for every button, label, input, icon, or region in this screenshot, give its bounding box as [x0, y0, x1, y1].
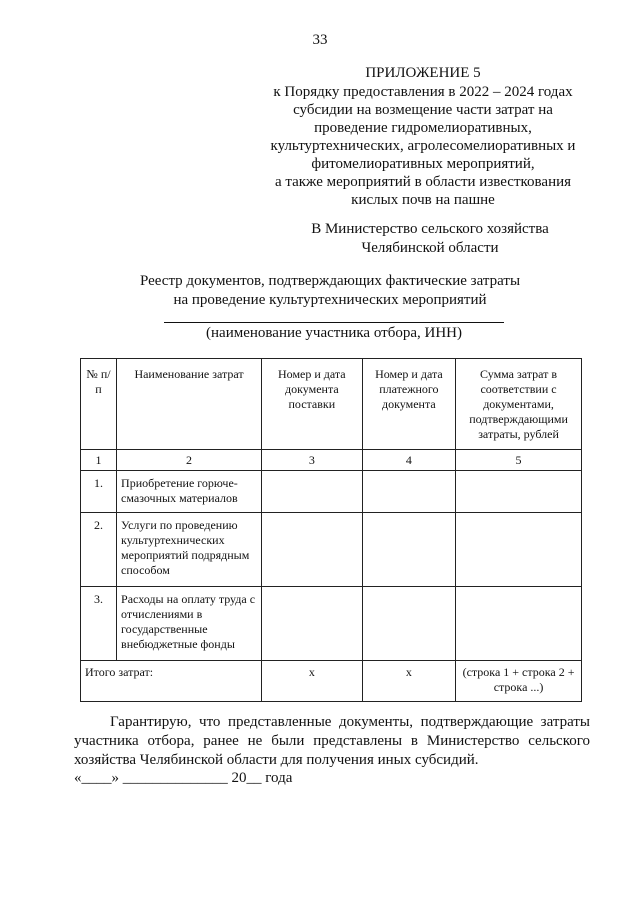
total-row	[81, 661, 582, 702]
header-cell-payment-doc: Номер и дата платежного документа	[362, 359, 455, 450]
appendix-block	[244, 64, 602, 209]
guarantee-paragraph	[74, 713, 590, 770]
title-line: на проведение культуртехнических мероприятий	[173, 292, 487, 308]
appendix-line: субсидии на возмещение части затрат на	[293, 102, 553, 118]
table-row	[81, 513, 582, 587]
row-payment-doc-cell[interactable]	[362, 471, 455, 513]
addressee-block	[270, 220, 590, 258]
total-col5: (строка 1 + строка 2 + строка ...)	[456, 661, 582, 702]
appendix-heading: ПРИЛОЖЕНИЕ 5	[365, 65, 481, 81]
total-col3: х	[262, 661, 363, 702]
total-label: Итого затрат:	[81, 661, 262, 702]
row-amount-cell[interactable]	[456, 471, 582, 513]
column-number-row	[81, 450, 582, 471]
appendix-line: к Порядку предоставления в 2022 – 2024 годах	[273, 84, 573, 100]
row-number: 2.	[81, 513, 117, 587]
participant-caption: (наименование участника отбора, ИНН)	[206, 325, 462, 341]
column-number: 4	[362, 450, 455, 471]
row-payment-doc-cell[interactable]	[362, 587, 455, 661]
document-title	[60, 272, 600, 310]
appendix-line: культуртехнических, агролесомелиоративных и	[270, 138, 576, 154]
addressee-line: Челябинской области	[361, 240, 499, 256]
table-header-row	[81, 359, 582, 450]
row-expense-name: Расходы на оплату труда с отчислениями в государственные внебюджетные фонды	[117, 587, 262, 661]
header-cell-amount: Сумма затрат в соответствии с документами, подтверждающими затраты, рублей	[456, 359, 582, 450]
column-number: 2	[117, 450, 262, 471]
row-delivery-doc-cell[interactable]	[262, 513, 363, 587]
date-line: «____» ______________ 20__ года	[74, 770, 293, 786]
column-number: 5	[456, 450, 582, 471]
table-row	[81, 471, 582, 513]
row-number: 3.	[81, 587, 117, 661]
expense-register-table	[80, 358, 582, 702]
addressee-line: В Министерство сельского хозяйства	[311, 221, 549, 237]
row-delivery-doc-cell[interactable]	[262, 587, 363, 661]
appendix-line: фитомелиоративных мероприятий,	[311, 156, 535, 172]
total-col4: х	[362, 661, 455, 702]
title-line: Реестр документов, подтверждающих фактические затраты	[139, 273, 521, 289]
header-cell-name: Наименование затрат	[117, 359, 262, 450]
column-number: 1	[81, 450, 117, 471]
header-cell-number: № п/п	[81, 359, 117, 450]
page-number: 33	[312, 32, 328, 48]
row-amount-cell[interactable]	[456, 587, 582, 661]
appendix-line: проведение гидромелиоративных,	[314, 120, 532, 136]
table-row	[81, 587, 582, 661]
row-delivery-doc-cell[interactable]	[262, 471, 363, 513]
row-number: 1.	[81, 471, 117, 513]
row-amount-cell[interactable]	[456, 513, 582, 587]
row-expense-name: Услуги по проведению культуртехнических мероприятий подрядным способом	[117, 513, 262, 587]
guarantee-text: Гарантирую, что представленные документы, подтверждающие затраты участника отбора, ранее не были представлены в Министерство сельского хозяйства Челябинской области для получения иных субсидий.	[74, 714, 590, 768]
participant-fill-line	[164, 322, 504, 323]
row-payment-doc-cell[interactable]	[362, 513, 455, 587]
header-cell-delivery-doc: Номер и дата документа поставки	[262, 359, 363, 450]
appendix-line: а также мероприятий в области известкования	[274, 174, 572, 190]
appendix-line: кислых почв на пашне	[351, 192, 495, 208]
column-number: 3	[262, 450, 363, 471]
row-expense-name: Приобретение горюче-смазочных материалов	[117, 471, 262, 513]
